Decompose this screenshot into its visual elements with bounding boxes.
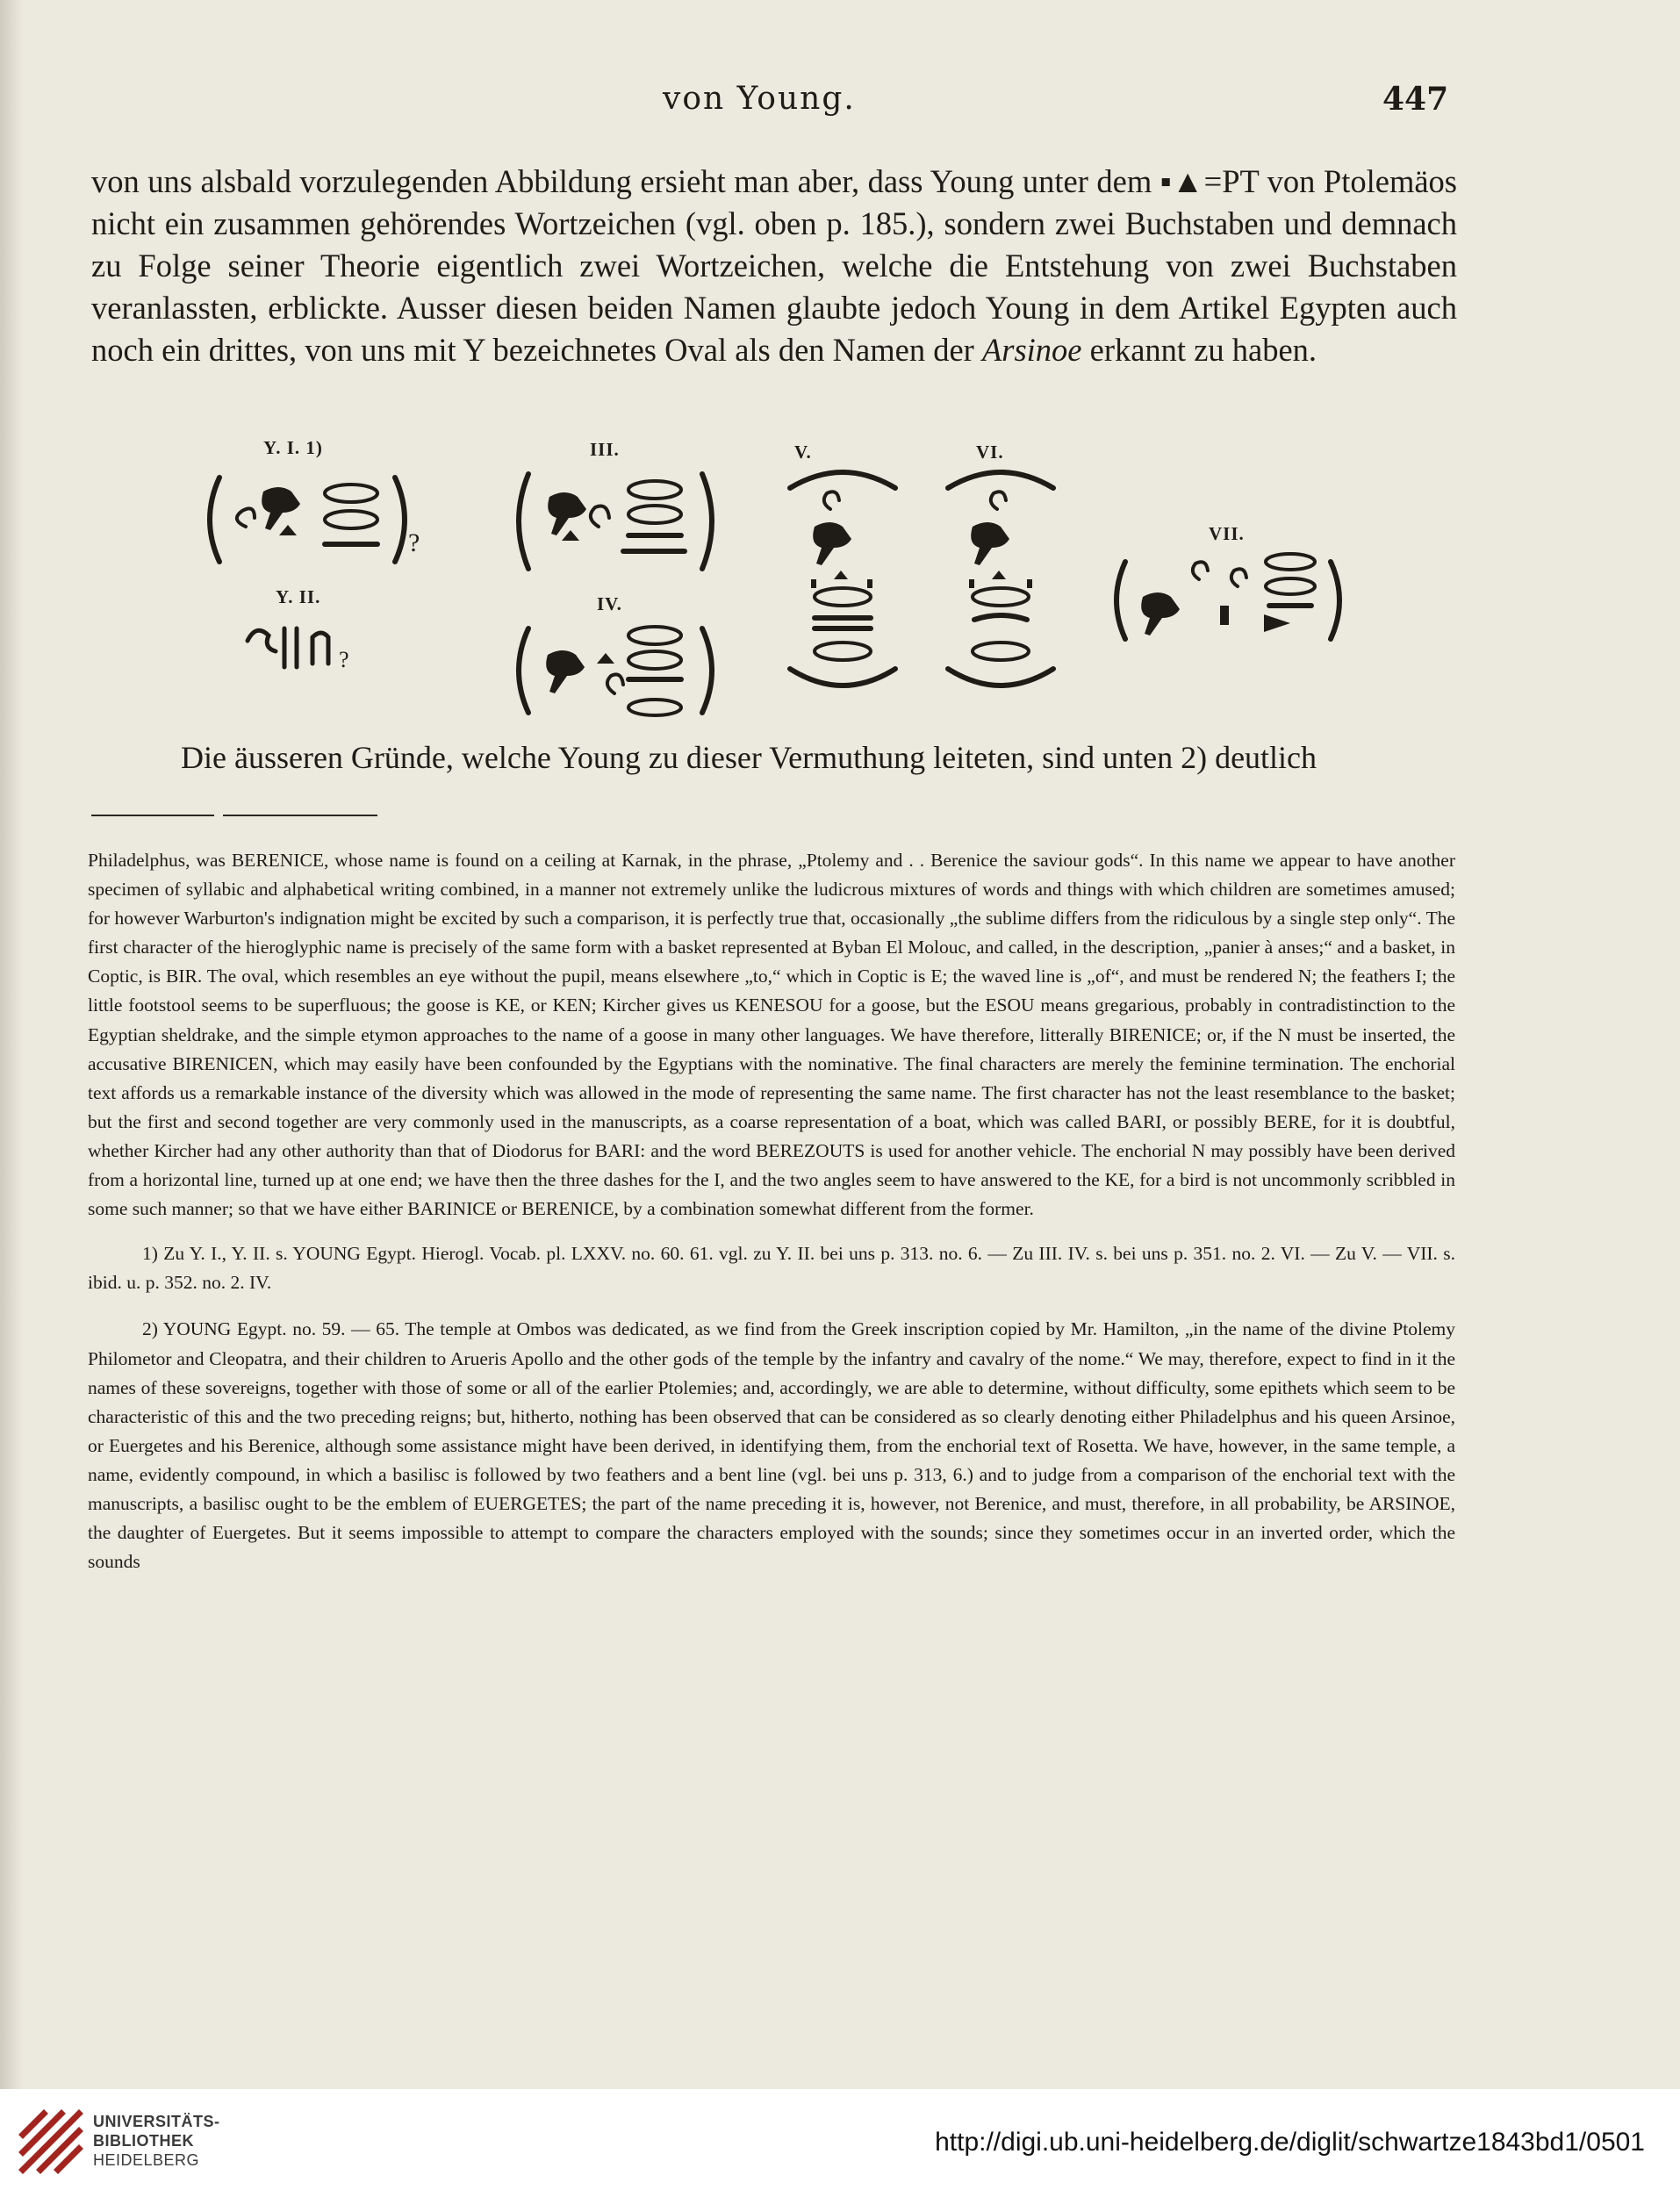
label-iv: IV. <box>597 593 622 614</box>
library-line3: HEIDELBERG <box>93 2151 200 2169</box>
main-text-part3: erkannt zu haben. <box>1081 332 1317 368</box>
footnote-rule-right <box>223 815 377 816</box>
footnote-rule-left <box>91 815 214 816</box>
footnote-1: 1) Zu Y. I., Y. II. s. YOUNG Egypt. Hierogl. Vocab. pl. LXXV. no. 60. 61. vgl. zu Y. II. bei uns p. 313. no. 6. — Zu III. IV. s. bei uns p. 351. no. 2. VI. — Zu V. — VII. s. ibid. u. p. 352. no. 2. IV. <box>88 1243 1455 1294</box>
footnote-2: 2) YOUNG Egypt. no. 59. — 65. The temple at Ombos was dedicated, as we find from the Greek inscription copied by Mr. Hamilton, „in the name of the divine Ptolemy Philometor and Cleopatra, and their children to Arueris Apollo and the other gods of the temple by the infantry and cavalry of the nome.“ We may, therefore, expect to find in it the names of these sovereigns, together with those of some or all of the earlier Ptolemies; and, accordingly, we are able to determine, without difficulty, some epithets which seem to be characteristic of this and the two preceding reigns; but, hitherto, nothing has been observed that can be considered as so clearly denoting either Philadelphus and his queen Arsinoe, or Euergetes and his Berenice, although some assistance might have been derived, in identifying them, from the enchorial text of Rosetta. We have, however, in the same temple, a name, evidently compound, in which a basilisc is followed by two feathers and a bent line (vgl. bei uns p. 313, 6.) and to judge from a comparison of the enchorial text with the manuscripts, a basilisc ought to be the emblem of EUERGETES; the part of the name preceding it is, however, not Berenice, and must, therefore, in all probability, be ARSINOE, the daughter of Euergetes. But it seems impossible to attempt to compare the characters employed with the sounds; since they sometimes occur in an inverted order, which the sounds <box>88 1318 1455 1573</box>
label-y2: Y. II. <box>276 586 321 607</box>
arsinoe-name: Arsinoe <box>981 332 1082 368</box>
cartouche-drawings <box>0 0 1680 729</box>
permalink-link[interactable]: http://digi.ub.uni-heidelberg.de/diglit/schwartze1843bd1/0501 <box>935 2128 1645 2157</box>
label-vii: VII. <box>1209 523 1245 544</box>
footnote-english-passage: Philadelphus, was BERENICE, whose name is found on a ceiling at Karnak, in the phrase, „Ptolemy and . . Berenice the saviour gods“. In this name we appear to have another specimen of syllabic and alphabetical writing combined, in a manner not extremely unlike the ludicrous mixtures of words and things with which children are sometimes amused; for however Warburton's indignation might be excited by such a comparison, it is perfectly true that, occasionally „the sublime differs from the ridiculous by a single step only“. The first character of the hieroglyphic name is precisely of the same form with a basket represented at Byban El Molouc, and called, in the description, „panier à anses;“ and a basket, in Coptic, is BIR. The oval, which resembles an eye without the pupil, means elsewhere „to,“ which in Coptic is E; the waved line is „of“, and must be rendered N; the feathers I; the little footstool seems to be superfluous; the goose is KE, or KEN; Kircher gives us KENESOU for a goose, but the ESOU means gregarious, probably in contradistinction to the Egyptian sheldrake, and the simple etymon approaches to the name of a goose in many other languages. We have therefore, litterally BIRENICE; or, if the N must be inserted, the accusative BIRENICEN, which may easily have been confounded by the Egyptians with the nominative. The final characters are merely the feminine termination. The enchorial text affords us a remarkable instance of the diversity which was allowed in the mode of representing the same name. The first character has not the least resemblance to the basket; but the first and second together are very commonly used in the manuscripts, as a coarse representation of a boat, which was called BARI, or possibly BERE, for it is doubtful, whether Kircher had any other authority than that of Diodorus for BARI: and the word BEREZOUTS is used for another vehicle. The enchorial N may possibly have been derived from a horizontal line, turned up at one end; we have then the three dashes for the I, and the two angles seem to have answered to the KE, for a bird is not uncommonly scribbled in some such manner; so that we have either BARINICE or BERENICE, by a combination somewhat different from the former. <box>88 850 1455 1220</box>
main-text-part1: von uns alsbald vorzulegenden Abbildung ersieht man aber, dass Young unter dem <box>91 163 1160 199</box>
library-logo-icon <box>18 2108 84 2175</box>
library-line1: UNIVERSITÄTS- <box>93 2113 220 2130</box>
bird-icon <box>262 487 300 530</box>
triangle-icon <box>279 525 297 535</box>
hieroglyph-sequence: ▪▲=PT <box>1159 163 1260 199</box>
svg-text:?: ? <box>408 528 420 557</box>
continuation-line: Die äusseren Gründe, welche Young zu dieser Vermuthung leiteten, sind unten 2) deutlich <box>181 740 1317 775</box>
svg-text:?: ? <box>339 647 349 672</box>
main-text-part2: von Ptolemäos nicht ein zusammen gehörendes Wortzeichen (vgl. oben p. 185.), sondern zwei Buchstaben und demnach zu Folge seiner Theorie eigentlich zwei Wortzeichen, welche die Entstehung von zwei Buchstaben veranlassten, erblickte. Ausser diesen beiden Namen glaubte jedoch Young in dem Artikel Egypten auch noch ein drittes, von uns mit Y bezeichnetes Oval als den Namen der <box>91 163 1458 368</box>
cartouche-iii <box>519 474 712 569</box>
label-iii: III. <box>590 439 620 460</box>
label-y1: Y. I. 1) <box>263 437 323 458</box>
cartouche-y1 <box>210 477 405 562</box>
hieratic-y2 <box>248 628 328 667</box>
library-footer <box>0 2089 1680 2204</box>
library-line2: BIBLIOTHEK <box>93 2132 194 2150</box>
page-number: 447 <box>1382 81 1449 118</box>
label-vi: VI. <box>976 442 1004 463</box>
footnotes-block <box>88 846 1455 1576</box>
cartouche-iv <box>519 627 712 715</box>
running-title: von Young. <box>663 81 856 117</box>
library-name <box>93 2112 220 2170</box>
bird-icon-iii <box>548 492 586 535</box>
label-v: V. <box>794 442 812 463</box>
